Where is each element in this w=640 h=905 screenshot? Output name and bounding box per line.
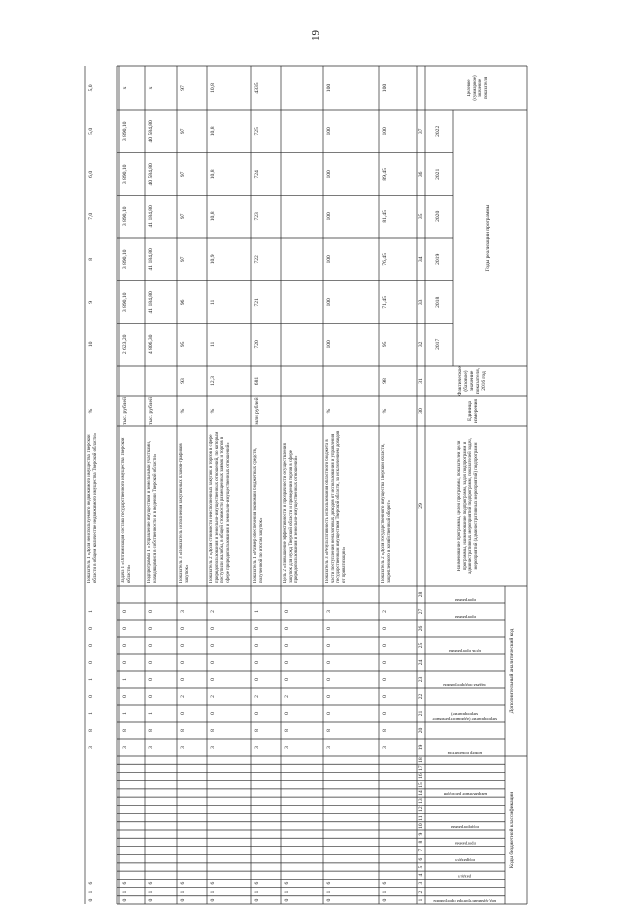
program-indicators-table xyxy=(87,66,527,904)
analytic-code-digit: 0 xyxy=(148,695,154,698)
analytic-code-digit: 1 xyxy=(148,712,154,715)
row-year-value: 97 xyxy=(180,171,186,177)
analytic-code-digit: 2 xyxy=(284,695,290,698)
analytic-code-digit: 3 xyxy=(180,746,186,749)
admin-code-digit: 1 xyxy=(122,890,128,894)
analytic-code-digit: 0 xyxy=(122,695,128,698)
analytic-code-digit: 1 xyxy=(88,610,94,613)
unit-header: Единица измерения xyxy=(467,398,479,424)
column-number: 14 xyxy=(418,790,424,796)
column-number: 24 xyxy=(418,659,424,666)
row-year-value: 10,9 xyxy=(210,254,216,265)
row-year-value: 722 xyxy=(254,255,260,264)
analytic-code-digit: 0 xyxy=(180,678,186,681)
row-year-value: 81,45 xyxy=(382,210,388,223)
admin-code-digit: 6 xyxy=(210,882,216,885)
analytic-code-digit: 0 xyxy=(284,678,290,681)
column-number: 22 xyxy=(418,693,424,700)
column-number: 2 xyxy=(418,890,424,894)
column-number: 10 xyxy=(418,823,424,829)
row-year-value: 97 xyxy=(180,128,186,135)
budget-column-label: раздел xyxy=(458,874,472,880)
row-unit: тыс. рублей xyxy=(148,397,154,425)
analytic-column-label: задача подпрограммы xyxy=(443,683,487,688)
analytic-code-digit: 0 xyxy=(382,712,388,715)
analytic-code-digit: 0 xyxy=(122,610,128,613)
analytic-code-digit: 3 xyxy=(254,746,260,749)
column-number: 26 xyxy=(418,625,424,632)
column-number: 13 xyxy=(418,798,424,805)
analytic-code-digit: 8 xyxy=(122,729,128,732)
column-number: 5 xyxy=(418,865,424,869)
column-number: 21 xyxy=(418,710,424,717)
row-year-value: 100 xyxy=(382,127,388,136)
column-number: 7 xyxy=(418,849,424,852)
analytic-code-digit: 8 xyxy=(284,729,290,732)
admin-code-digit: 1 xyxy=(254,890,260,894)
analytic-code-digit: 0 xyxy=(284,627,290,630)
analytic-code-digit: 0 xyxy=(180,712,186,715)
analytic-code-digit: 0 xyxy=(122,627,128,630)
analytic-code-digit: 0 xyxy=(382,695,388,698)
row-target: 97 xyxy=(180,85,186,91)
admin-code-digit: 6 xyxy=(88,882,94,885)
analytic-code-digit: 0 xyxy=(88,661,94,664)
analytic-code-digit: 2 xyxy=(254,695,260,698)
row-name: Показатель 2 «Доля стоимости неисполненных закупок и торгов в сфере природопользования и земельно-имущественных отношений, по которым поступили жалобы, в общей стоимости размещенных заявок и торгов в сфере природопользования и земельно-имущественных отношений» xyxy=(209,431,231,583)
row-name: Показатель 2 «Доля государственного имущества Тверской области, закрепленного в хозяйственный оборот» xyxy=(381,443,392,583)
analytic-code-digit: 1 xyxy=(254,610,260,613)
row-base: 93 xyxy=(180,378,186,384)
row-year-value: 724 xyxy=(254,169,260,179)
target-value-header: Целевое (суммарное) значение показателя xyxy=(467,75,489,101)
row-year-value: 3 890,10 xyxy=(122,206,128,227)
analytic-code-digit: 3 xyxy=(326,746,332,749)
analytic-code-digit: 0 xyxy=(254,627,260,630)
column-number: 27 xyxy=(418,608,424,615)
row-year-value: 3 890,10 xyxy=(122,121,128,142)
analytic-column-label: мероприятие (административное мероприятие) xyxy=(432,712,498,722)
admin-code-digit: 0 xyxy=(148,898,154,902)
analytic-code-digit: 0 xyxy=(88,695,94,698)
names-header: Наименование программы, целей программы, показателей цели программы, наименование подпрограмм, задач подпрограмм и административных мероприятий подпрограмм, показателей задач, мероприятий (административных мероприятий) подпрограмм xyxy=(457,438,479,574)
row-base: 12,3 xyxy=(210,376,216,386)
row-year-value: 5,0 xyxy=(88,127,94,135)
analytic-code-digit: 0 xyxy=(210,661,216,664)
budget-column-label: подраздел xyxy=(455,857,475,863)
row-target: x xyxy=(148,86,154,90)
analytic-code-digit: 0 xyxy=(148,678,154,681)
row-year-value: 725 xyxy=(254,127,260,136)
admin-code-digit: 6 xyxy=(326,882,332,885)
column-number: 28 xyxy=(418,591,424,598)
analytic-code-digit: 2 xyxy=(210,695,216,698)
analytic-code-digit: 8 xyxy=(326,729,332,732)
analytic-code-digit: 0 xyxy=(210,627,216,630)
row-base: 98 xyxy=(382,378,388,384)
analytic-code-digit: 0 xyxy=(382,644,388,647)
column-number: 12 xyxy=(418,806,424,813)
analytic-code-digit: 0 xyxy=(180,661,186,664)
column-number: 20 xyxy=(418,727,424,734)
row-year-value: 41 184,80 xyxy=(148,290,154,314)
column-number: 36 xyxy=(418,171,424,177)
column-number: 23 xyxy=(418,676,424,683)
admin-code-digit: 1 xyxy=(284,890,290,894)
analytic-code-digit: 0 xyxy=(122,644,128,647)
row-year-value: 95 xyxy=(382,341,388,348)
analytic-code-digit: 0 xyxy=(382,678,388,681)
column-number: 34 xyxy=(418,256,424,263)
row-unit: % xyxy=(326,408,332,414)
column-number: 33 xyxy=(418,299,424,305)
column-number: 18 xyxy=(418,757,424,763)
column-number: 19 xyxy=(418,744,424,751)
analytic-code-digit: 0 xyxy=(254,678,260,681)
year-label: 2018 xyxy=(435,296,441,308)
column-number: 9 xyxy=(418,832,424,836)
analytic-code-digit: 1 xyxy=(88,678,94,681)
admin-code-digit: 1 xyxy=(88,890,94,894)
analytic-code-digit: 1 xyxy=(122,712,128,715)
row-year-value: 76,45 xyxy=(382,253,388,266)
row-year-value: 100 xyxy=(326,255,332,264)
budget-classification-header: Коды бюджетной классификации xyxy=(509,791,515,869)
row-year-value: 10 xyxy=(88,341,94,348)
column-number: 17 xyxy=(418,765,424,772)
column-number: 37 xyxy=(418,128,424,135)
years-header: Годы реализации программы xyxy=(485,204,491,272)
admin-code-digit: 1 xyxy=(326,890,332,894)
row-year-value: 40 584,80 xyxy=(148,120,154,143)
analytic-code-digit: 0 xyxy=(88,627,94,630)
row-year-value: 723 xyxy=(254,212,260,221)
row-year-value: 100 xyxy=(326,169,332,179)
row-year-value: 11 xyxy=(210,299,216,305)
analytic-code-digit: 1 xyxy=(122,678,128,681)
row-target: 4335 xyxy=(254,82,260,94)
analytic-code-digit: 0 xyxy=(284,661,290,664)
admin-code-digit: 6 xyxy=(382,882,388,885)
analytic-code-digit: 0 xyxy=(148,661,154,664)
row-year-value: 3 890,10 xyxy=(122,292,128,312)
analytic-code-header: Дополнительный аналитический код xyxy=(509,628,515,714)
row-year-value: 96 xyxy=(180,299,186,305)
analytic-code-digit: 0 xyxy=(326,644,332,647)
column-number: 4 xyxy=(418,873,424,877)
analytic-code-digit: 0 xyxy=(148,644,154,647)
row-unit: % xyxy=(382,408,388,414)
admin-code-digit: 0 xyxy=(382,898,388,902)
row-year-value: 40 584,80 xyxy=(148,162,154,186)
analytic-column-label: номер показателя xyxy=(447,751,483,756)
analytic-code-digit: 0 xyxy=(382,661,388,664)
row-target: 100 xyxy=(326,83,332,93)
admin-code-digit: 0 xyxy=(254,898,260,902)
analytic-code-digit: 0 xyxy=(148,610,154,613)
column-number: 29 xyxy=(418,503,424,509)
admin-code-digit: 6 xyxy=(284,882,290,885)
column-number: 32 xyxy=(418,341,424,348)
analytic-code-digit: 2 xyxy=(210,610,216,613)
admin-code-digit: 0 xyxy=(210,898,216,902)
column-number: 16 xyxy=(418,773,424,780)
row-year-value: 100 xyxy=(326,297,332,307)
analytic-code-digit: 2 xyxy=(382,610,388,613)
year-label: 2020 xyxy=(435,211,441,223)
budget-column-label: программа xyxy=(454,841,476,847)
row-year-value: 71,45 xyxy=(382,295,388,309)
analytic-code-digit: 8 xyxy=(382,729,388,732)
admin-code-digit: 0 xyxy=(326,898,332,902)
row-target: 5,0 xyxy=(88,84,94,92)
analytic-code-digit: 3 xyxy=(122,746,128,749)
column-number: 1 xyxy=(418,898,424,902)
row-year-value: 8 xyxy=(88,257,94,261)
row-year-value: 10,8 xyxy=(210,211,216,222)
year-label: 2021 xyxy=(435,168,441,180)
row-name: Показатель 1 «Размер обеспечения экономии бюджетных средств, полученной по итогам закупок» xyxy=(253,448,264,583)
row-year-value: 41 184,80 xyxy=(148,205,154,228)
analytic-code-digit: 0 xyxy=(326,712,332,715)
year-label: 2022 xyxy=(435,125,441,137)
analytic-code-digit: 0 xyxy=(210,678,216,681)
analytic-code-digit: 0 xyxy=(284,712,290,715)
analytic-column-label: программа xyxy=(454,598,476,603)
admin-code-digit: 1 xyxy=(382,890,388,894)
admin-code-digit: 6 xyxy=(254,882,260,885)
analytic-code-digit: 1 xyxy=(88,712,94,715)
row-year-value: 41 184,80 xyxy=(148,248,154,271)
page-number: 19 xyxy=(310,30,322,41)
row-year-value: 100 xyxy=(326,212,332,221)
analytic-code-digit: 2 xyxy=(180,695,186,698)
analytic-code-digit: 8 xyxy=(210,729,216,732)
row-target: 100 xyxy=(382,83,388,93)
row-year-value: 100 xyxy=(326,127,332,136)
analytic-code-digit: 0 xyxy=(284,644,290,647)
column-number: 8 xyxy=(418,840,424,844)
row-year-value: 9 xyxy=(88,300,94,304)
row-base: 681 xyxy=(254,376,260,386)
admin-code-digit: 1 xyxy=(148,890,154,894)
admin-code-digit: 1 xyxy=(210,890,216,894)
row-year-value: 10,8 xyxy=(210,126,216,137)
year-label: 2019 xyxy=(435,253,441,265)
analytic-code-digit: 0 xyxy=(210,644,216,647)
row-target: 10,8 xyxy=(210,83,216,93)
row-name: Показатель 3 «Показатель исполнения закупочных планов-графиков закупок» xyxy=(179,443,190,583)
row-year-value: 89,45 xyxy=(382,167,388,181)
column-number: 35 xyxy=(418,213,424,220)
analytic-code-digit: 0 xyxy=(326,678,332,681)
admin-code-digit: 0 xyxy=(88,898,94,902)
row-year-value: 97 xyxy=(180,256,186,263)
column-number: 31 xyxy=(418,378,424,384)
analytic-code-digit: 0 xyxy=(180,644,186,647)
analytic-code-digit: 0 xyxy=(326,695,332,698)
analytic-code-digit: 0 xyxy=(254,661,260,664)
year-label: 2017 xyxy=(435,339,441,351)
column-number: 30 xyxy=(418,408,424,414)
budget-column-label: код администратора программы xyxy=(433,898,497,904)
row-year-value: 3 890,10 xyxy=(122,164,128,184)
budget-column-label: направление расходов xyxy=(443,792,487,798)
row-year-value: 6,0 xyxy=(88,170,94,178)
column-number: 25 xyxy=(418,642,424,649)
admin-code-digit: 1 xyxy=(180,890,186,894)
analytic-code-digit: 3 xyxy=(326,610,332,613)
row-name: Задача 1 «Оптимизация состава государственного имущества Тверской области» xyxy=(121,437,132,583)
analytic-code-digit: 0 xyxy=(122,661,128,664)
column-number: 11 xyxy=(418,814,424,821)
row-unit: % xyxy=(210,408,216,414)
row-year-value: 97 xyxy=(180,213,186,220)
analytic-code-digit: 3 xyxy=(180,610,186,613)
row-unit: % xyxy=(180,408,186,414)
row-year-value: 7,0 xyxy=(88,213,94,221)
row-name: Подпрограмма 1 «Управление имуществом и земельными участками, находящимися в собственности и в ведении Тверской области» xyxy=(147,440,158,583)
analytic-code-digit: 3 xyxy=(382,746,388,749)
admin-code-digit: 6 xyxy=(180,882,186,885)
analytic-code-digit: 8 xyxy=(254,729,260,732)
row-year-value: 720 xyxy=(254,340,260,349)
analytic-code-digit: 8 xyxy=(148,729,154,732)
analytic-code-digit: 0 xyxy=(284,610,290,613)
row-year-value: 4 806,30 xyxy=(148,334,154,355)
analytic-code-digit: 0 xyxy=(88,644,94,647)
row-name: Показатель 3 «Результативность использования областного бюджета в части поступления неналоговых доходов от использования и управления государственным имуществом Тверской области, за исключением доходов от приватизации» xyxy=(325,430,347,583)
analytic-code-digit: 8 xyxy=(180,729,186,732)
column-number: 15 xyxy=(418,781,424,788)
row-year-value: 10,8 xyxy=(210,169,216,179)
base-value-header: Фактическое (базовое) значение показателя, 2016 год xyxy=(457,366,487,396)
row-year-value: 11 xyxy=(210,341,216,348)
admin-code-digit: 6 xyxy=(122,882,128,885)
admin-code-digit: 0 xyxy=(122,898,128,902)
analytic-code-digit: 3 xyxy=(210,746,216,749)
budget-column-label: подпрограмма xyxy=(450,824,480,830)
analytic-code-digit: 0 xyxy=(326,627,332,630)
row-unit: % xyxy=(88,408,94,414)
analytic-code-digit: 0 xyxy=(382,627,388,630)
analytic-code-digit: 0 xyxy=(180,627,186,630)
analytic-code-digit: 8 xyxy=(88,729,94,732)
admin-code-digit: 6 xyxy=(148,882,154,885)
admin-code-digit: 0 xyxy=(180,898,186,902)
row-year-value: 721 xyxy=(254,297,260,307)
analytic-column-label: цель программы xyxy=(448,649,482,654)
column-number: 6 xyxy=(418,857,424,861)
analytic-code-digit: 0 xyxy=(148,627,154,630)
analytic-column-label: программа xyxy=(454,615,476,620)
row-year-value: 95 xyxy=(180,341,186,348)
row-unit: тыс. рублей xyxy=(122,397,128,425)
row-year-value: 3 890,10 xyxy=(122,249,128,270)
row-name: Цель 2 «Повышение эффективности и прозрачности осуществления закупок для нужд Тверской области и проведения торгов в сфере природопользования и земельно-имущественных отношений» xyxy=(283,443,300,583)
analytic-code-digit: 3 xyxy=(148,746,154,749)
analytic-code-digit: 0 xyxy=(210,712,216,715)
analytic-code-digit: 0 xyxy=(254,644,260,647)
row-year-value: 100 xyxy=(326,340,332,349)
analytic-code-digit: 3 xyxy=(284,746,290,749)
analytic-code-digit: 3 xyxy=(88,746,94,749)
row-target: x xyxy=(122,86,128,90)
row-unit: млн рублей xyxy=(254,397,260,425)
row-name: Показатель 1 «Доля неиспользуемого недвижимого имущества Тверской области в общем количестве недвижимого имущества Тверской области» xyxy=(87,432,98,583)
analytic-code-digit: 0 xyxy=(326,661,332,664)
analytic-code-digit: 0 xyxy=(254,712,260,715)
row-year-value: 2 623,20 xyxy=(122,334,128,355)
column-number: 3 xyxy=(418,882,424,885)
admin-code-digit: 0 xyxy=(284,898,290,902)
